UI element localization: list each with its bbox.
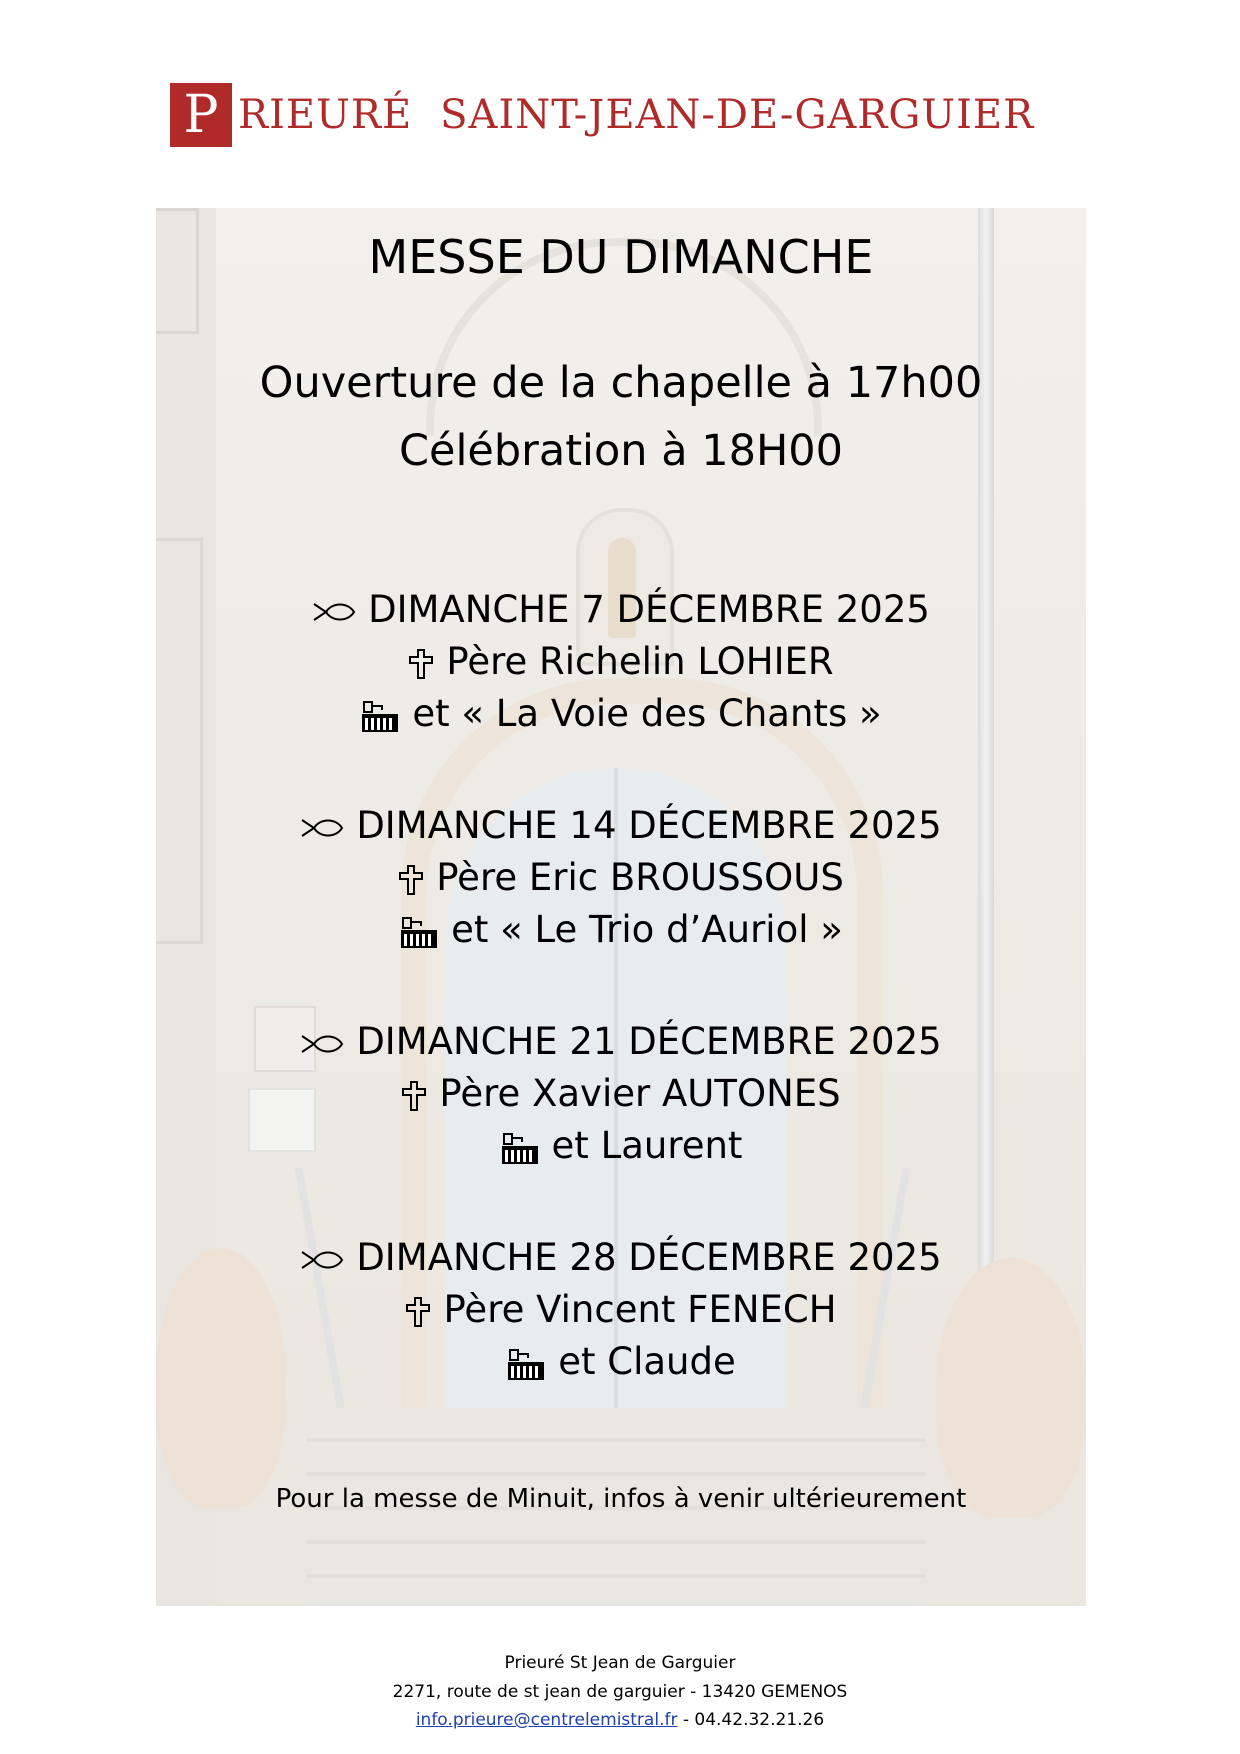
phone-number: - 04.42.32.21.26 bbox=[682, 1710, 825, 1730]
footer-name: Prieuré St Jean de Garguier bbox=[504, 1653, 736, 1673]
cross-icon bbox=[405, 1296, 431, 1328]
footer-contact bbox=[0, 1710, 1240, 1730]
fish-icon bbox=[300, 816, 344, 840]
event-priest: Père Vincent FENECH bbox=[156, 1288, 1086, 1331]
opening-time: Ouverture de la chapelle à 17h00 bbox=[259, 358, 983, 408]
poster-title: MESSE DU DIMANCHE bbox=[368, 230, 874, 284]
organ-keyboard-icon bbox=[506, 1346, 546, 1382]
organ-keyboard-icon bbox=[360, 698, 400, 734]
fish-icon bbox=[300, 1032, 344, 1056]
event-priest: Père Richelin LOHIER bbox=[156, 640, 1086, 683]
event-date: DIMANCHE 7 DÉCEMBRE 2025 bbox=[156, 588, 1086, 631]
logo-title bbox=[238, 92, 1034, 138]
logo-word-name: SAINT-JEAN-DE-GARGUIER bbox=[440, 92, 1035, 138]
event-priest: Père Eric BROUSSOUS bbox=[156, 856, 1086, 899]
fish-icon bbox=[300, 1248, 344, 1272]
organ-keyboard-icon bbox=[500, 1130, 540, 1166]
celebration-time: Célébration à 18H00 bbox=[398, 426, 844, 476]
event-date: DIMANCHE 28 DÉCEMBRE 2025 bbox=[156, 1236, 1086, 1279]
cross-icon bbox=[401, 1080, 427, 1112]
logo-initial-box: P bbox=[170, 83, 232, 147]
email-link[interactable]: info.prieure@centrelemistral.fr bbox=[415, 1710, 678, 1730]
logo-word-prieure: RIEURÉ bbox=[238, 92, 413, 138]
event-date: DIMANCHE 21 DÉCEMBRE 2025 bbox=[156, 1020, 1086, 1063]
fish-icon bbox=[312, 600, 356, 624]
poster-content bbox=[156, 208, 1086, 1606]
header-logo bbox=[170, 82, 1034, 148]
event-music: et Laurent bbox=[156, 1124, 1086, 1167]
cross-icon bbox=[408, 648, 434, 680]
event-music: et Claude bbox=[156, 1340, 1086, 1383]
event-music: et « Le Trio d’Auriol » bbox=[156, 908, 1086, 951]
event-music: et « La Voie des Chants » bbox=[156, 692, 1086, 735]
cross-icon bbox=[398, 864, 424, 896]
event-priest: Père Xavier AUTONES bbox=[156, 1072, 1086, 1115]
organ-keyboard-icon bbox=[399, 914, 439, 950]
event-date: DIMANCHE 14 DÉCEMBRE 2025 bbox=[156, 804, 1086, 847]
footer-address: 2271, route de st jean de garguier - 13420 GEMENOS bbox=[392, 1682, 848, 1702]
midnight-mass-note: Pour la messe de Minuit, infos à venir ultérieurement bbox=[275, 1484, 967, 1514]
